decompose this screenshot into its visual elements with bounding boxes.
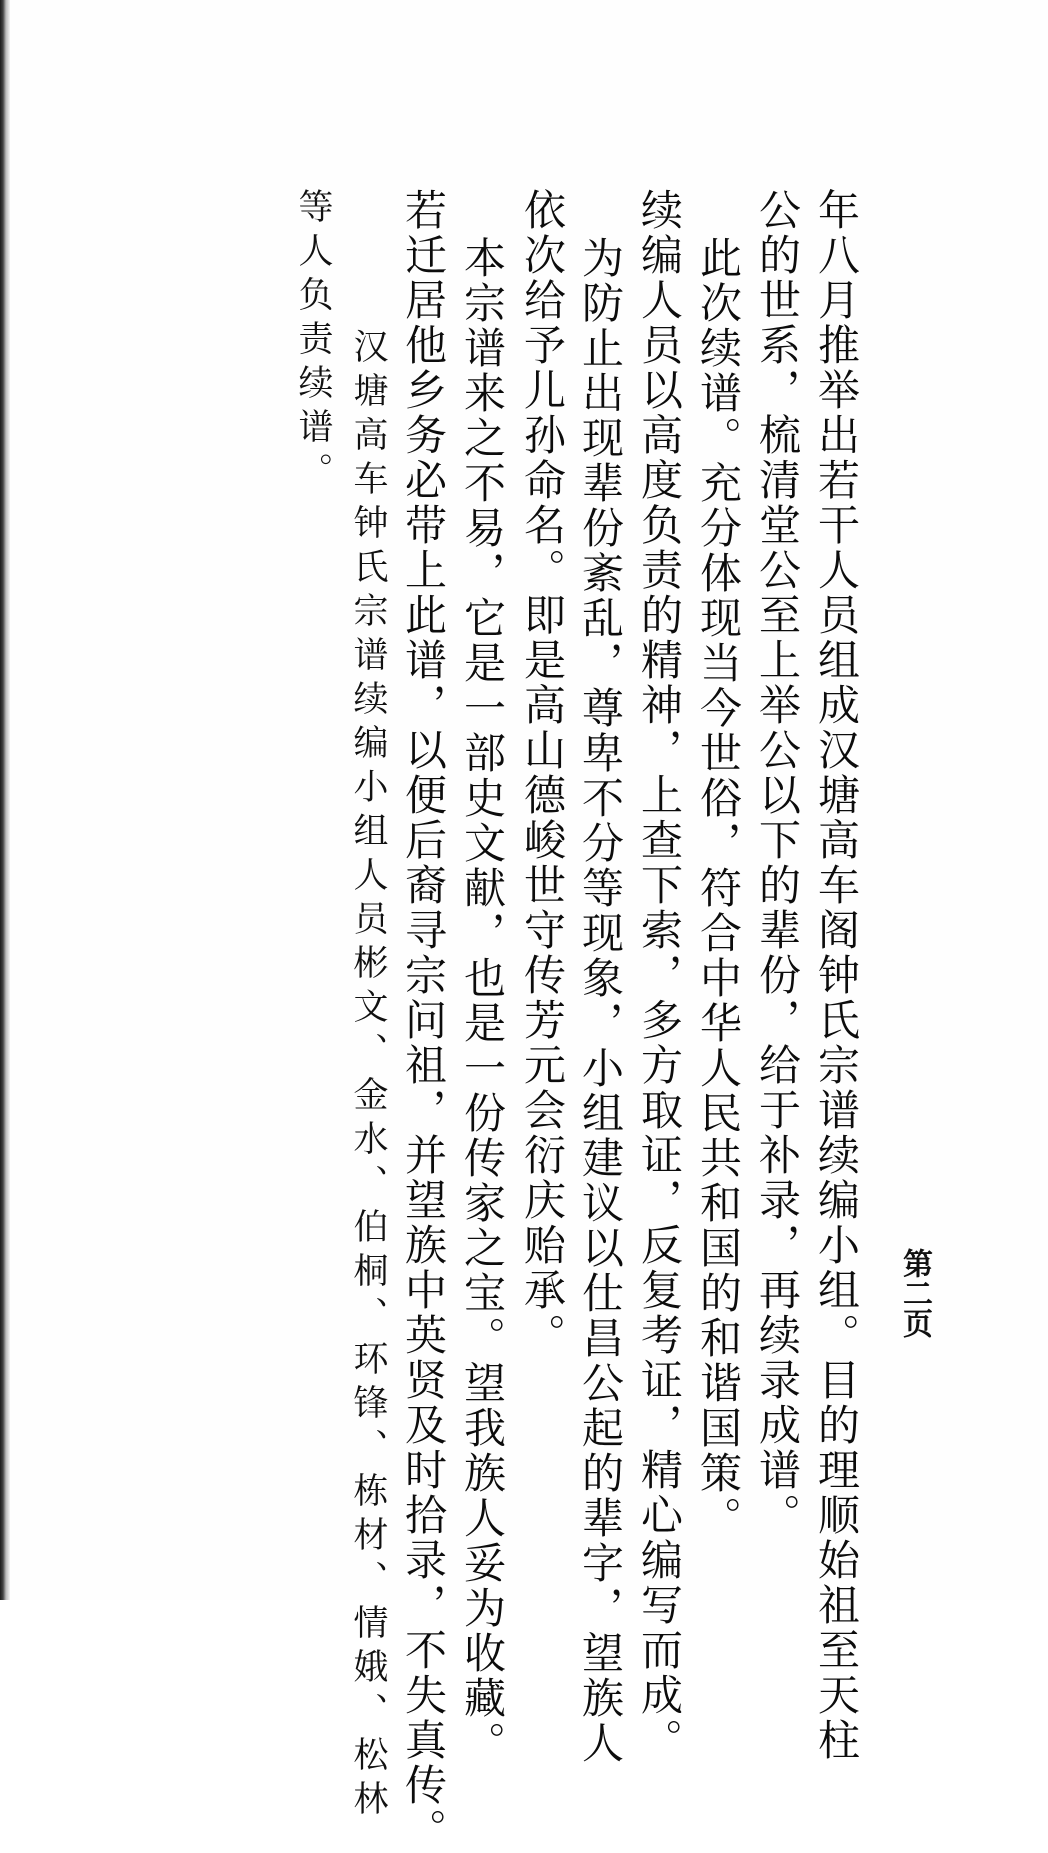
text-column-10: 等人负责续谱。 (293, 188, 333, 496)
text-column-2: 公的世系，梳清堂公至上举公以下的辈份，给于补录，再续录成谱。 (753, 188, 802, 1538)
text-column-8: 若迁居他乡务必带上此谱，以便后裔寻宗问祖，并望族中英贤及时拾录，不失真传。 (399, 188, 448, 1853)
text-column-3: 此次续谱。充分体现当今世俗，符合中华人民共和国的和谐国策。 (694, 236, 743, 1541)
text-column-9: 汉塘高车钟氏宗谱续编小组人员彬文、金水、伯桐、环锋、栋材、情娥、松林 (348, 328, 388, 1824)
text-column-6: 依次给予儿孙命名。即是高山德峻世守传芳元会衍庆贻承。 (518, 188, 567, 1358)
page-left-edge (0, 0, 10, 1600)
text-column-7: 本宗谱来之不易，它是一部史文献，也是一份传家之宝。望我族人妥为收藏。 (458, 236, 507, 1766)
page-number: 第二页 (897, 1248, 932, 1338)
text-column-1: 年八月推举出若干人员组成汉塘高车阁钟氏宗谱续编小组。目的理顺始祖至天柱 (812, 188, 861, 1763)
text-column-5: 为防止出现辈份紊乱，尊卑不分等现象，小组建议以仕昌公起的辈字，望族人 (576, 236, 625, 1766)
text-column-4: 续编人员以高度负责的精神，上查下索，多方取证，反复考证，精心编写而成。 (635, 188, 684, 1763)
